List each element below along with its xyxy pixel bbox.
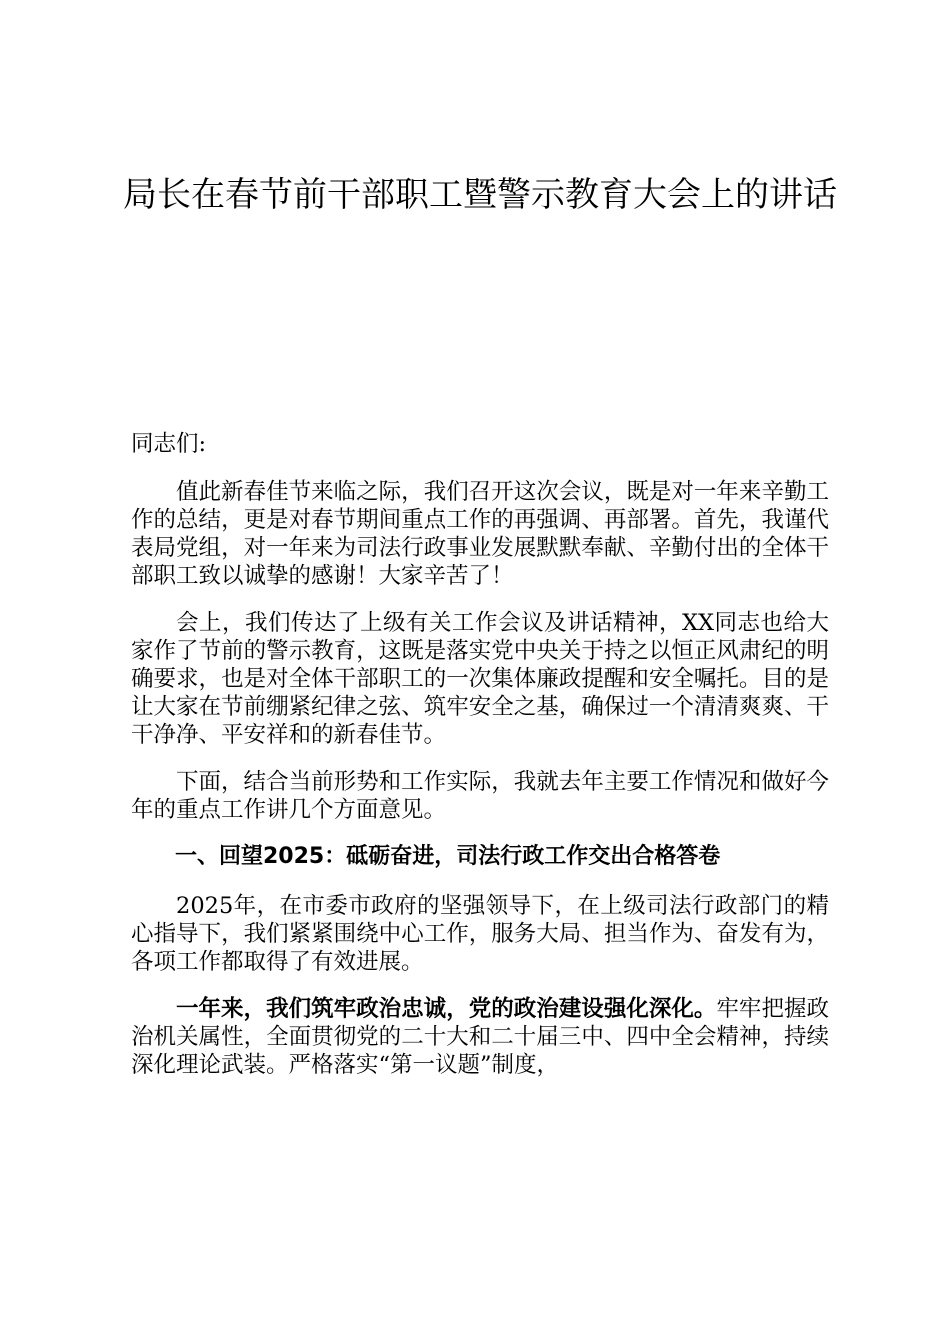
section-heading: 一、回望2025：砥砺奋进，司法行政工作交出合格答卷 (175, 844, 721, 869)
paragraph-lead: 一年来，我们筑牢政治忠诚，党的政治建设强化深化。 (176, 996, 717, 1022)
paragraph-section-intro: 2025年，在市委市政府的坚强领导下，在上级司法行政部门的精心指导下，我们紧紧围绕中心工作，服务大局、担当作为、奋发有为，各项工作都取得了有效进展。 (131, 893, 829, 975)
document-body (131, 430, 829, 1098)
paragraph-text: 牢牢把握政治机关属性，全面贯彻党的二十大和二十届三中、四中全会精神，持续深化理论武装。严格落实“第一议题”制度， (131, 996, 829, 1078)
paragraph-outline: 下面，结合当前形势和工作实际，我就去年主要工作情况和做好今年的重点工作讲几个方面意见。 (131, 769, 829, 823)
paragraph-opening: 值此新春佳节来临之际，我们召开这次会议，既是对一年来辛勤工作的总结，更是对春节期间重点工作的再强调、再部署。首先，我谨代表局党组，对一年来为司法行政事业发展默默奉献、辛勤付出的全体干部职工致以诚挚的感谢！大家辛苦了！ (131, 479, 829, 589)
salutation: 同志们: (131, 431, 207, 457)
paragraph-political-building (131, 995, 829, 1079)
paragraph-meeting-summary: 会上，我们传达了上级有关工作会议及讲话精神，XX同志也给大家作了节前的警示教育，这既是落实党中央关于持之以恒正风肃纪的明确要求，也是对全体干部职工的一次集体廉政提醒和安全嘱托。目的是让大家在节前绷紧纪律之弦、筑牢安全之基，确保过一个清清爽爽、干干净净、平安祥和的新春佳节。 (131, 610, 829, 748)
document-title: 局长在春节前干部职工暨警示教育大会上的讲话 (123, 175, 837, 215)
